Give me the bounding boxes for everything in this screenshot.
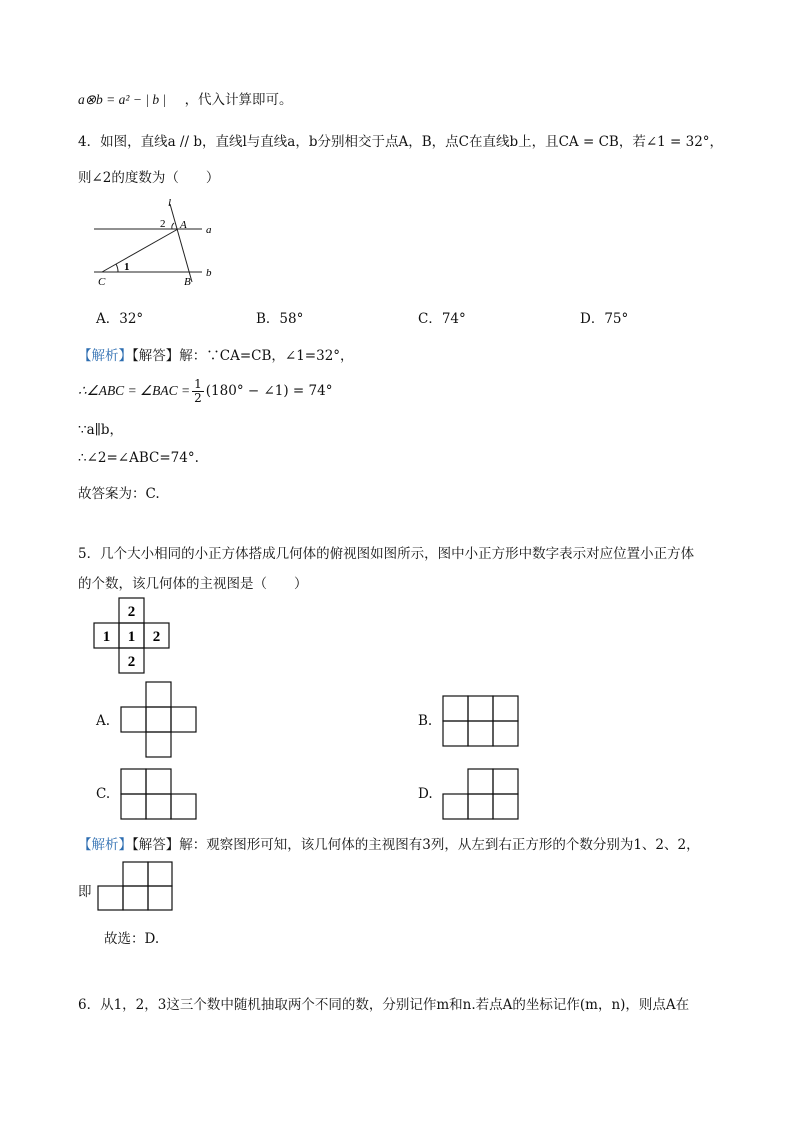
q4-option-b: B．58° — [256, 311, 304, 327]
angle-2-arc — [172, 223, 174, 229]
intro-line — [78, 88, 293, 108]
q4-solution-line3: ∵a∥b， — [78, 422, 124, 438]
q5-option-c-figure — [121, 769, 199, 821]
analysis-tag: 【解析】 — [78, 837, 132, 853]
q5-option-b-label: B. — [418, 713, 433, 729]
q5-option-d-label: D. — [418, 786, 433, 802]
intro-tail: ，代入计算即可。 — [184, 92, 293, 108]
q5-stem-line1: 5．几个大小相同的小正方体搭成几何体的俯视图如图所示，图中小正方形中数字表示对应位置小正方体 — [78, 546, 695, 562]
q4-sol-text2-prefix: ∴∠ABC = ∠BAC = — [78, 383, 191, 398]
line-l — [170, 204, 192, 282]
label-2: 2 — [160, 218, 166, 230]
q5-option-a-label: A. — [96, 713, 111, 729]
answer-tag: 【解答】 — [132, 348, 180, 364]
grid-bottom: 2 — [127, 654, 136, 670]
q5-solution-line3: 故选：D. — [104, 931, 160, 947]
label-a: a — [206, 224, 212, 236]
q5-stem-line2: 的个数，该几何体的主视图是（ ） — [78, 576, 308, 592]
q4-option-c: C．74° — [418, 311, 466, 327]
q4-solution-line5: 故答案为：C. — [78, 486, 160, 502]
analysis-tag: 【解析】 — [78, 348, 132, 364]
label-C: C — [98, 276, 106, 288]
q5-option-d-figure — [443, 769, 521, 821]
grid-top: 2 — [127, 604, 136, 620]
q4-sol-text2-suffix: (180° − ∠1) = 74° — [205, 383, 333, 399]
q4-sol-text1: 解：∵CA=CB，∠1=32°， — [179, 348, 354, 364]
intro-formula: a⊗b = a² − | b | — [78, 92, 167, 107]
fraction — [192, 378, 204, 405]
q5-solution-figure — [98, 862, 174, 914]
grid-left: 1 — [102, 629, 111, 645]
q4-solution-line4: ∴∠2=∠ABC=74°. — [78, 450, 199, 466]
q4-stem-line2: 则∠2的度数为（ ） — [78, 170, 220, 186]
label-l: l — [168, 197, 172, 209]
segment-ca — [102, 229, 178, 272]
grid-right: 2 — [152, 629, 161, 645]
q4-solution-line1 — [78, 344, 354, 364]
q4-option-d: D．75° — [580, 311, 629, 327]
q5-option-c-label: C. — [96, 786, 111, 802]
grid-center: 1 — [127, 629, 136, 645]
q5-solution-line1 — [78, 833, 700, 853]
fraction-den: 2 — [194, 390, 202, 405]
q4-solution-line2 — [78, 374, 332, 408]
q4-option-a: A．32° — [96, 311, 144, 327]
label-A: A — [180, 219, 187, 231]
q5-sol-text1: 解：观察图形可知，该几何体的主视图有3列，从左到右正方形的个数分别为1、2、2， — [179, 837, 700, 853]
q5-top-view — [94, 598, 170, 674]
label-B: B — [184, 276, 191, 288]
q4-figure — [88, 196, 228, 288]
label-b: b — [206, 267, 212, 279]
q6-stem-line1: 6．从1，2，3这三个数中随机抽取两个不同的数，分别记作m和n.若点A的坐标记作(m，n)，则点A在 — [78, 997, 690, 1013]
label-1: 1 — [124, 261, 130, 273]
q5-option-b-figure — [443, 696, 521, 748]
angle-1-arc — [116, 264, 118, 272]
q5-solution-line2: 即 — [78, 884, 92, 900]
q4-stem-line1: 4．如图，直线a // b，直线l与直线a，b分别相交于点A，B，点C在直线b上，且CA = CB，若∠1 = 32°， — [78, 134, 724, 150]
answer-tag: 【解答】 — [132, 837, 180, 853]
fraction-num: 1 — [194, 376, 202, 391]
q5-option-a-figure — [121, 682, 217, 760]
